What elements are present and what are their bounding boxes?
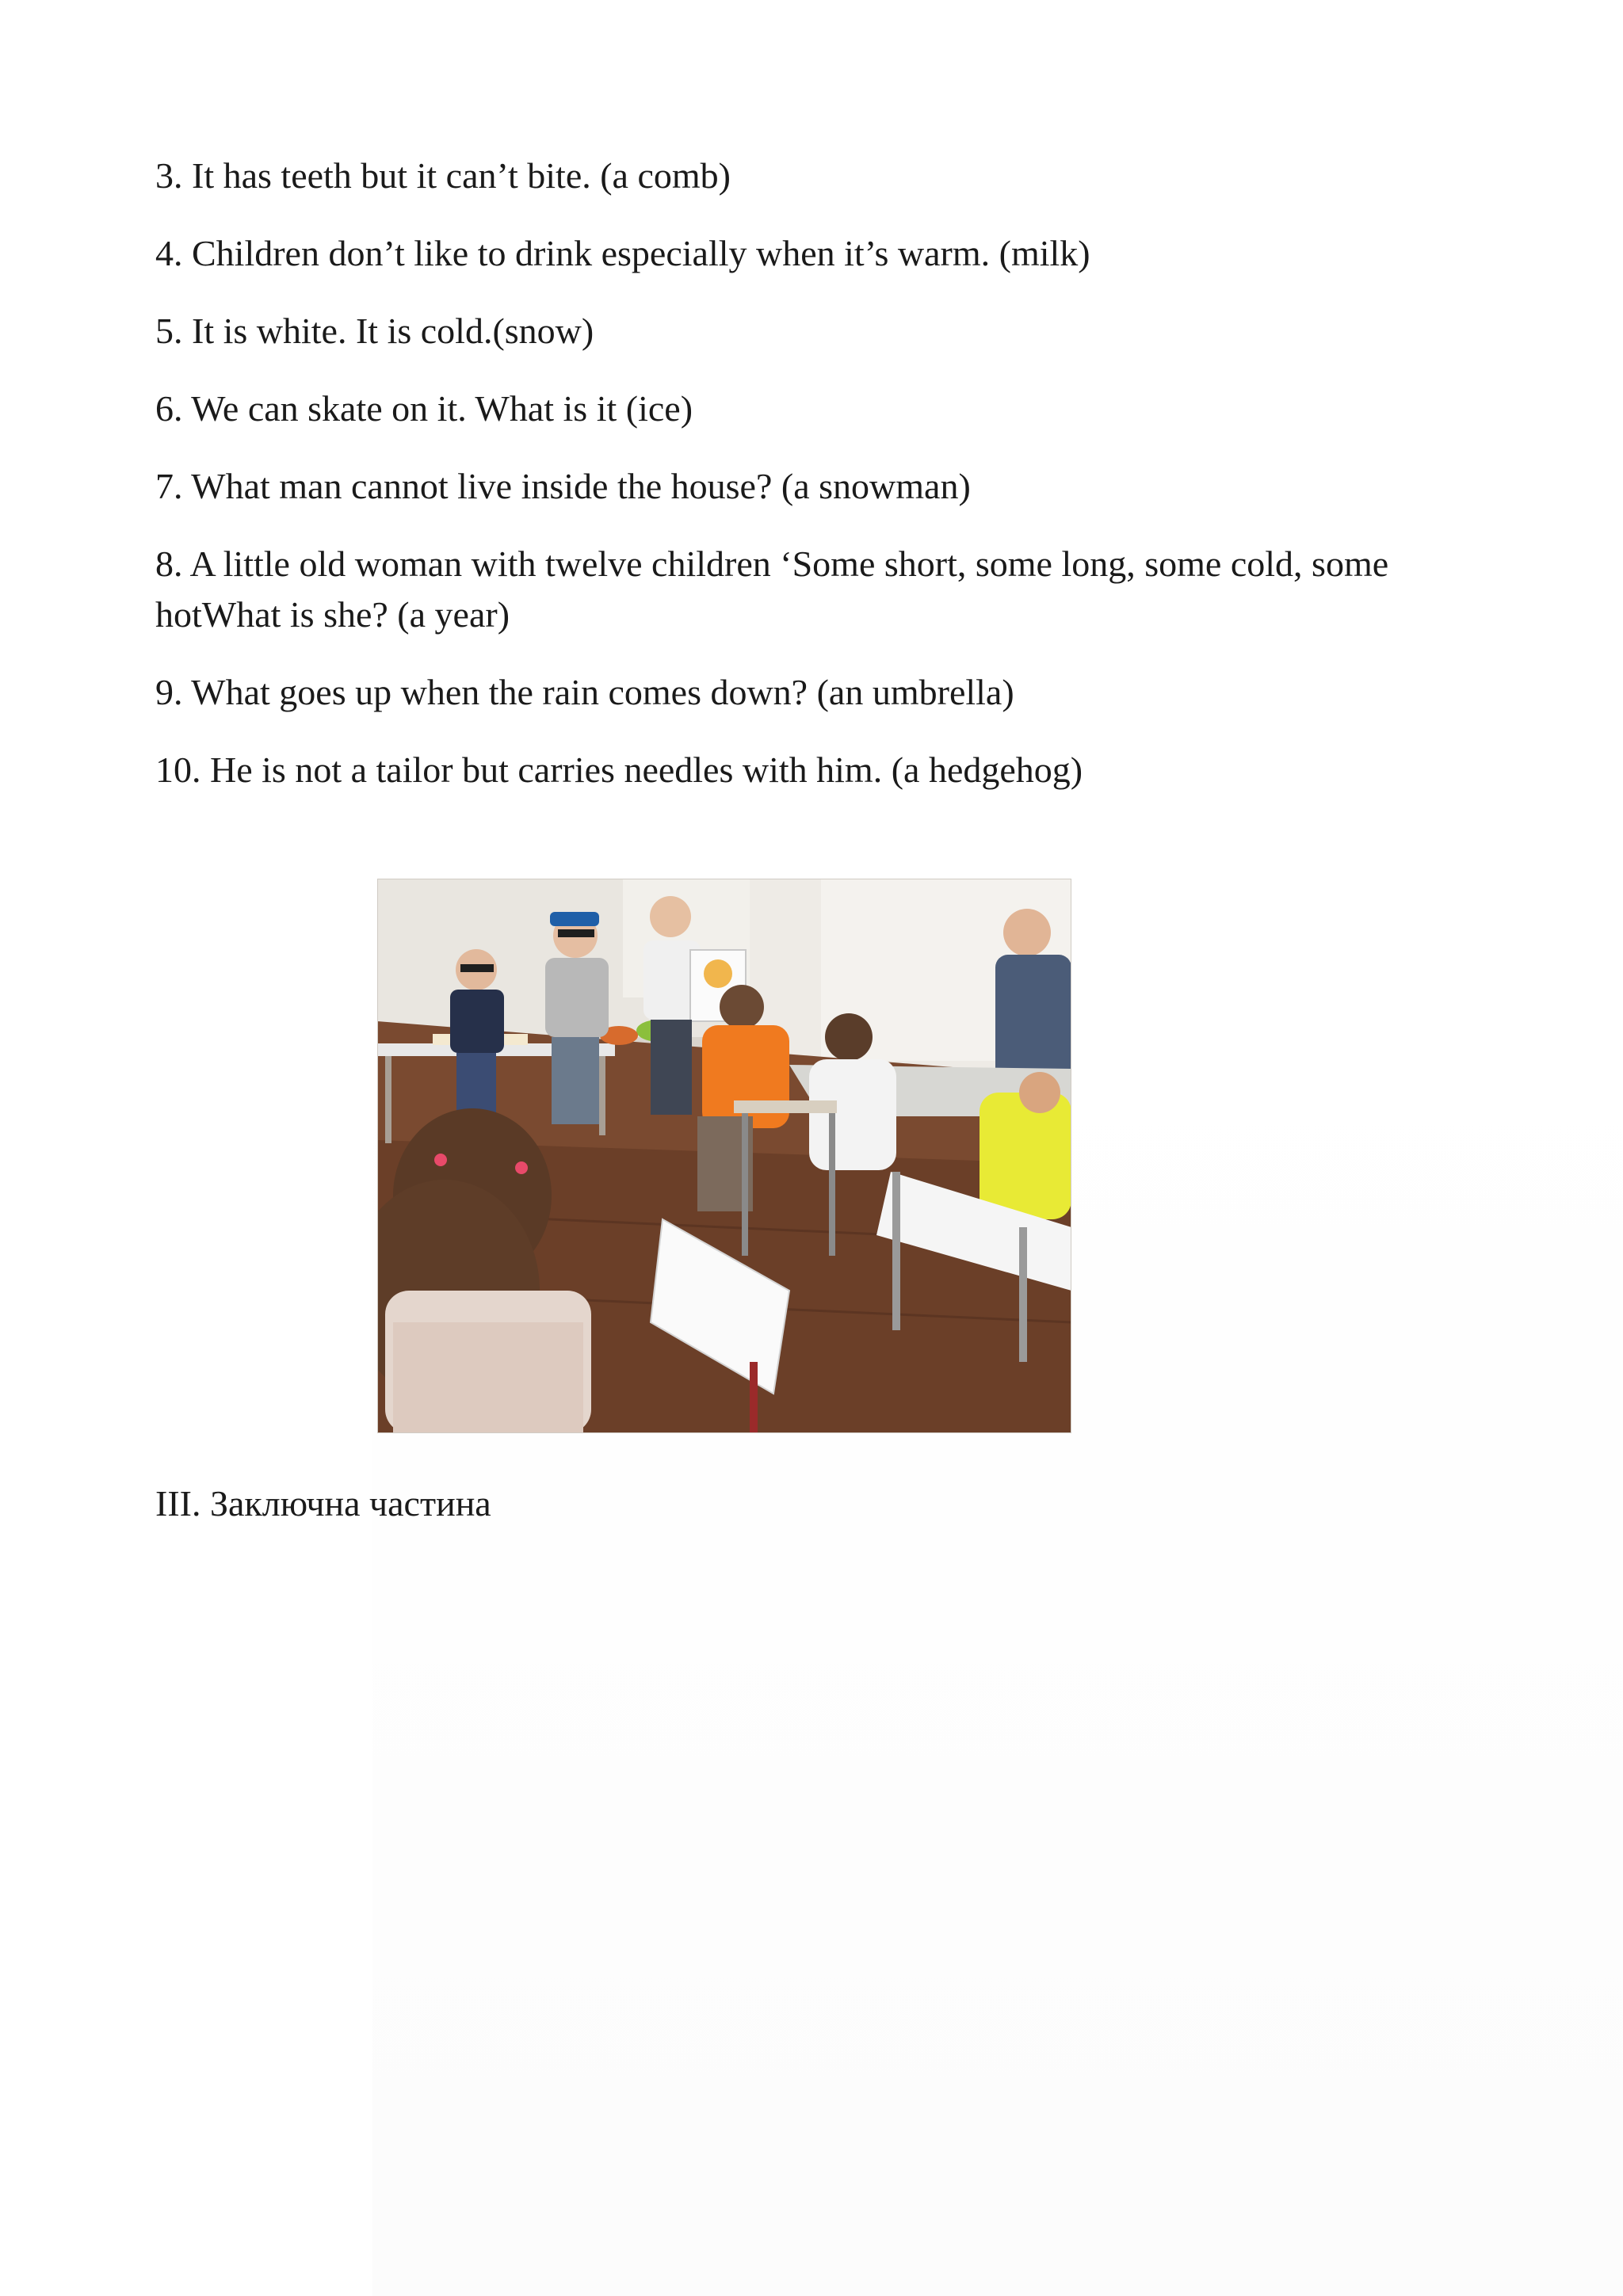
riddle-item: 10. He is not a tailor but carries needles with him. (a hedgehog): [155, 749, 1083, 790]
riddle-item: 5. It is white. It is cold.(snow): [155, 311, 594, 351]
riddle-item: 4. Children don’t like to drink especially when it’s warm. (milk): [155, 233, 1090, 273]
riddle-list: [155, 151, 1487, 822]
riddle-item: 7. What man cannot live inside the house? (a snowman): [155, 466, 971, 506]
riddle-item: 3. It has teeth but it can’t bite. (a comb): [155, 155, 731, 196]
riddle-item: 8. A little old woman with twelve children ‘Some short, some long, some cold, some hotWhat is she? (a year): [155, 543, 1389, 635]
classroom-photo: [377, 879, 1071, 1433]
classroom-photo-illustration: [377, 879, 1071, 1433]
section-heading: III. Заключна частина: [155, 1483, 491, 1524]
riddle-item: 6. We can skate on it. What is it (ice): [155, 388, 693, 429]
riddle-item: 9. What goes up when the rain comes down? (an umbrella): [155, 672, 1014, 712]
